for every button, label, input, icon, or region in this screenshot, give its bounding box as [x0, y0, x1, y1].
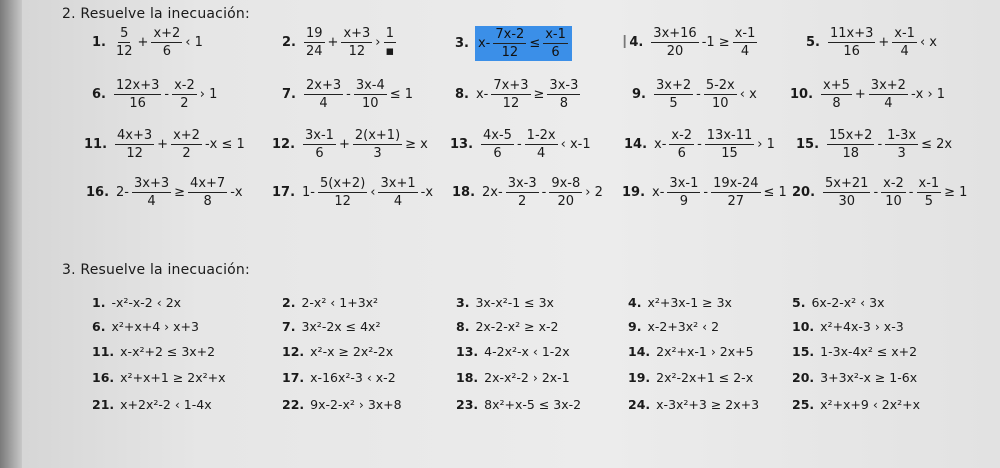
problem-number: 17. [282, 370, 305, 385]
problem-number: 22. [282, 397, 305, 412]
problem-expression: x-2+3x² ‹ 2 [647, 319, 720, 334]
problem-2-17: 17. 1- $\frac{5(x+2)}{12}$ ‹ $\frac{3x+1}{4}$ -x [272, 176, 434, 209]
problem-3-17 [282, 370, 396, 385]
problem-3-14 [628, 344, 754, 359]
problem-expression: 3+3x²-x ≥ 1-6x [820, 370, 918, 385]
problem-2-5: 5. $\frac{11x+3}{16}$ + $\frac{x-1}{4}$ ‹ x [806, 26, 937, 59]
problem-2-15: 15. $\frac{15x+2}{18}$ - $\frac{1-3x}{3}$ ≤ 2x [796, 128, 953, 161]
problem-expression: x²+3x-1 ≥ 3x [647, 295, 732, 310]
text-cursor-icon: I [622, 32, 628, 53]
problem-2-9: 9. $\frac{3x+2}{5}$ - $\frac{5-2x}{10}$ ‹ x [632, 78, 757, 111]
problem-expression: 2x-2-x² ≥ x-2 [475, 319, 559, 334]
problem-number: 15. [792, 344, 815, 359]
problem-number: 21. [92, 397, 115, 412]
screen-edge [0, 0, 22, 468]
problem-2-7: 7. $\frac{2x+3}{4}$ - $\frac{3x-4}{10}$ ≤ 1 [282, 78, 414, 111]
problem-number: 19. [628, 370, 651, 385]
problem-3-20 [792, 370, 917, 385]
problem-2-10: 10. $\frac{x+5}{8}$ + $\frac{3x+2}{4}$ -x › 1 [790, 78, 946, 111]
problem-3-3 [456, 295, 554, 310]
problem-number: 9. [628, 319, 642, 334]
problem-2-20: 20. $\frac{5x+21}{30}$ - $\frac{x-2}{10}$ - $\frac{x-1}{5}$ ≥ 1 [792, 176, 968, 209]
problem-2-14: 14. x- $\frac{x-2}{6}$ - $\frac{13x-11}{15}$ › 1 [624, 128, 775, 161]
problem-expression: 8x²+x-5 ≤ 3x-2 [484, 397, 582, 412]
problem-2-1: 1. $\frac{5}{12}$ + $\frac{x+2}{6}$ ‹ 1 [92, 26, 203, 59]
problem-2-6: 6. $\frac{12x+3}{16}$ - $\frac{x-2}{2}$ › 1 [92, 78, 218, 111]
problem-3-21 [92, 397, 212, 412]
problem-3-12 [282, 344, 393, 359]
problem-3-5 [792, 295, 884, 310]
problem-expression: x-16x²-3 ‹ x-2 [310, 370, 396, 385]
problem-number: 14. [628, 344, 651, 359]
problem-expression: 1-3x-4x² ≤ x+2 [820, 344, 918, 359]
problem-3-1 [92, 295, 181, 310]
problem-number: 18. [456, 370, 479, 385]
problem-expression: x-x²+2 ≤ 3x+2 [120, 344, 216, 359]
problem-number: 7. [282, 319, 296, 334]
problem-2-11: 11. $\frac{4x+3}{12}$ + $\frac{x+2}{2}$ -x ≤ 1 [84, 128, 245, 161]
problem-number: 25. [792, 397, 815, 412]
problem-number: 8. [456, 319, 470, 334]
problem-number: 16. [92, 370, 115, 385]
problem-expression: x²+x+4 › x+3 [111, 319, 199, 334]
problem-expression: x²+x+1 ≥ 2x²+x [120, 370, 226, 385]
problem-2-16: 16. 2- $\frac{3x+3}{4}$ ≥ $\frac{4x+7}{8}$ -x [86, 176, 243, 209]
problem-number: 3. [456, 295, 470, 310]
problem-number: 12. [282, 344, 305, 359]
problem-number: 13. [456, 344, 479, 359]
problem-3-9 [628, 319, 719, 334]
problem-expression: 4-2x²-x ‹ 1-2x [484, 344, 570, 359]
problem-expression: 6x-2-x² ‹ 3x [811, 295, 885, 310]
problem-3-2 [282, 295, 378, 310]
problem-2-12: 12. $\frac{3x-1}{6}$ + $\frac{2(x+1)}{3}$ ≥ x [272, 128, 428, 161]
problem-number: 11. [92, 344, 115, 359]
problem-expression: 2x²+x-1 › 2x+5 [656, 344, 754, 359]
problem-expression: 3x²-2x ≤ 4x² [301, 319, 381, 334]
problem-3-13 [456, 344, 570, 359]
problem-2-2: 2. $\frac{19}{24}$ + $\frac{x+3}{12}$ › $\frac{1}{▪}$ [282, 26, 395, 59]
section-title-2: 2. Resuelve la inecuación: [62, 6, 250, 22]
problem-expression: -x²-x-2 ‹ 2x [111, 295, 182, 310]
problem-2-18: 18. 2x- $\frac{3x-3}{2}$ - $\frac{9x-8}{20}$ › 2 [452, 176, 603, 209]
problem-number: 4. [628, 295, 642, 310]
problem-expression: x-3x²+3 ≥ 2x+3 [656, 397, 760, 412]
problem-expression: x+2x²-2 ‹ 1-4x [120, 397, 212, 412]
problem-3-8 [456, 319, 558, 334]
problem-3-15 [792, 344, 917, 359]
problem-expression: 2x²-2x+1 ≤ 2-x [656, 370, 754, 385]
problem-3-24 [628, 397, 759, 412]
problem-expression: 9x-2-x² › 3x+8 [310, 397, 402, 412]
problem-expression: x²-x ≥ 2x²-2x [310, 344, 394, 359]
problem-number: 20. [792, 370, 815, 385]
problem-3-11 [92, 344, 215, 359]
problem-3-10 [792, 319, 904, 334]
selected-text-highlight: x- $\frac{7x-2}{12}$ ≤ $\frac{x-1}{6}$ [475, 26, 572, 61]
problem-expression: 3x-x²-1 ≤ 3x [475, 295, 554, 310]
problem-2-4: I 4. $\frac{3x+16}{20}$ -1 ≥ $\frac{x-1}{4}$ [622, 26, 756, 59]
section-title-3: 3. Resuelve la inecuación: [62, 262, 250, 278]
problem-3-25 [792, 397, 920, 412]
problem-3-16 [92, 370, 226, 385]
problem-expression: x²+x+9 ‹ 2x²+x [820, 397, 921, 412]
problem-number: 6. [92, 319, 106, 334]
problem-2-8: 8. x- $\frac{7x+3}{12}$ ≥ $\frac{3x-3}{8}$ [455, 78, 579, 111]
problem-number: 1. [92, 295, 106, 310]
problem-2-19: 19. x- $\frac{3x-1}{9}$ - $\frac{19x-24}{27}$ ≤ 1 [622, 176, 787, 209]
problem-2-3: 3. x- $\frac{7x-2}{12}$ ≤ $\frac{x-1}{6}$ [455, 26, 572, 61]
problem-3-22 [282, 397, 402, 412]
problem-3-19 [628, 370, 753, 385]
problem-3-18 [456, 370, 570, 385]
problem-number: 24. [628, 397, 651, 412]
problem-expression: 2-x² ‹ 1+3x² [301, 295, 379, 310]
problem-2-13: 13. $\frac{4x-5}{6}$ - $\frac{1-2x}{4}$ ‹ x-1 [450, 128, 591, 161]
problem-expression: 2x-x²-2 › 2x-1 [484, 370, 570, 385]
problem-expression: x²+4x-3 › x-3 [820, 319, 904, 334]
problem-number: 23. [456, 397, 479, 412]
problem-number: 2. [282, 295, 296, 310]
problem-3-7 [282, 319, 380, 334]
problem-number: 5. [792, 295, 806, 310]
problem-number: 10. [792, 319, 815, 334]
problem-3-4 [628, 295, 732, 310]
problem-3-23 [456, 397, 581, 412]
problem-3-6 [92, 319, 199, 334]
